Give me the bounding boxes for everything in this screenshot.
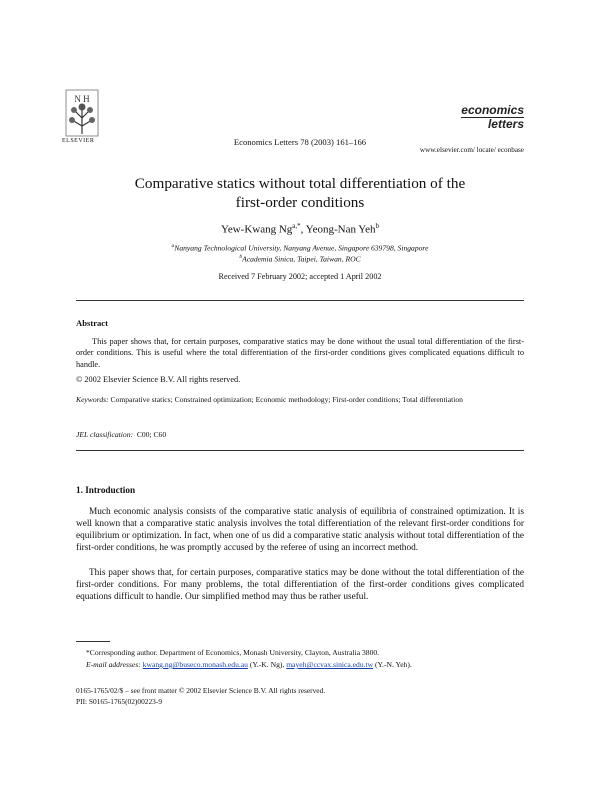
abstract-body: This paper shows that, for certain purposes, comparative statics may be done without the usual total differentiation of the first-order conditions. This is useful where the total differentiation of the first-order conditions gives complicated equations difficult to handle. <box>76 337 524 369</box>
jel-codes: C00; C60 <box>136 430 167 439</box>
abstract-heading: Abstract <box>76 318 108 328</box>
author-affil-mark: a, <box>292 222 298 230</box>
affiliation-mark: a <box>171 243 175 249</box>
affiliation-text: Nanyang Technological University, Nanyang Avenue, Singapore 639798, Singapore <box>174 243 429 253</box>
affiliation-a <box>0 243 600 253</box>
affiliation-text: Academia Sinica, Taipei, Taiwan, ROC <box>242 254 361 264</box>
affiliation-b <box>0 254 600 264</box>
author-separator: , <box>300 223 306 236</box>
section-heading-introduction: 1. Introduction <box>76 485 136 495</box>
title-line-1: Comparative statics without total differentiation of the <box>134 175 466 192</box>
issn-line: 0165-1765/02/$ – see front matter © 2002 Elsevier Science B.V. All rights reserved. <box>76 686 326 695</box>
author-affil-mark: b <box>375 222 380 230</box>
paper-title <box>60 174 540 212</box>
email-label: E-mail addresses: <box>86 660 141 669</box>
brand-line-1: economics <box>461 103 524 117</box>
divider-bottom <box>76 450 524 451</box>
elsevier-tree-logo <box>60 88 104 144</box>
email-owner-ng: (Y.-K. Ng), <box>247 660 287 669</box>
divider-top <box>76 300 524 301</box>
footnote-emails <box>86 660 412 669</box>
svg-text:N H: N H <box>74 94 90 104</box>
jel-classification <box>76 430 166 439</box>
journal-url[interactable]: www.elsevier.com/ locate/ econbase <box>419 146 524 154</box>
author-name: Yew-Kwang Ng <box>220 223 293 236</box>
email-link-ng[interactable]: kwang.ng@buseco.monash.edu.au <box>142 660 248 669</box>
brand-line-2: letters <box>487 117 524 132</box>
email-link-yeh[interactable]: mayeh@ccvax.sinica.edu.tw <box>286 660 374 669</box>
pii-line: PII: S0165-1765(02)00223-9 <box>76 697 163 706</box>
journal-brand <box>461 104 524 131</box>
journal-citation: Economics Letters 78 (2003) 161–166 <box>233 137 367 147</box>
abstract-copyright: © 2002 Elsevier Science B.V. All rights reserved. <box>76 375 241 384</box>
author-list <box>0 222 600 236</box>
affiliation-mark: b <box>239 254 243 260</box>
email-owner-yeh: (Y.-N. Yeh). <box>373 660 412 669</box>
footnote-rule <box>76 641 110 642</box>
corresponding-mark[interactable]: * <box>297 222 301 230</box>
intro-paragraph-2: This paper shows that, for certain purposes, comparative statics may be done without the total differentiation of the first-order conditions. For many problems, the total differentiation of the first-order conditions gives complicated equations difficult to handle. Our simplified method may thus be rather useful. <box>76 568 524 602</box>
publisher-logo-label: ELSEVIER <box>62 138 95 144</box>
footnote-corresponding: *Corresponding author. Department of Economics, Monash University, Clayton, Australia 3800. <box>86 648 380 657</box>
jel-label: JEL classification: <box>76 430 134 439</box>
keywords <box>76 394 524 405</box>
keywords-text: Comparative statics; Constrained optimization; Economic methodology; First-order conditions; Total differentiation <box>110 395 463 404</box>
title-line-2: first-order conditions <box>235 194 365 211</box>
received-dates: Received 7 February 2002; accepted 1 April 2002 <box>218 272 382 281</box>
keywords-label: Keywords: <box>76 395 109 404</box>
intro-paragraph-1: Much economic analysis consists of the comparative static analysis of equilibria of constrained optimization. It is well known that a comparative static analysis involves the total differentiation of the relevant first-order conditions for equilibrium or optimization. In fact, when one of us did a comparative static analysis without total differentiation of the first-order conditions, he was promptly accused by the referee of using an incorrect method. <box>76 507 524 553</box>
author-name: Yeong-Nan Yeh <box>305 223 376 236</box>
